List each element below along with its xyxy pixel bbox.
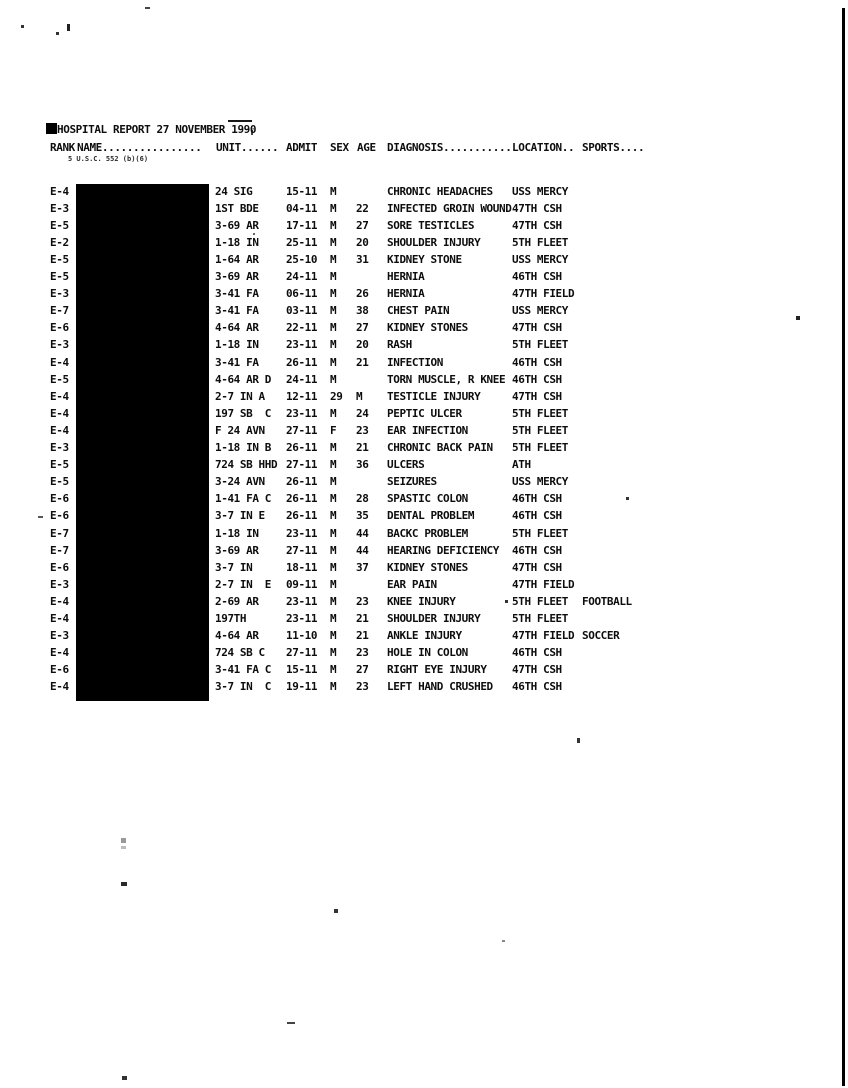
table-row xyxy=(0,456,848,473)
cell-sex: M xyxy=(330,612,337,625)
cell-age: 20 xyxy=(356,235,369,249)
scan-speck xyxy=(21,25,24,28)
cell-unit: 1ST BDE xyxy=(215,201,259,215)
cell-unit: 4-64 AR xyxy=(215,629,259,643)
cell-sex: M xyxy=(330,594,337,608)
cell-unit: 4-64 AR D xyxy=(215,372,272,386)
cell-location: 46TH CSH xyxy=(512,372,562,386)
cell-location: 46TH CSH xyxy=(512,270,562,283)
cell-location: 5TH FLEET xyxy=(512,441,569,454)
column-header-sports: SPORTS.... xyxy=(582,141,645,154)
cell-diagnosis: ANKLE INJURY xyxy=(387,629,462,643)
cell-diagnosis: HEARING DEFICIENCY xyxy=(387,543,500,557)
table-row xyxy=(0,371,848,388)
cell-rank: E-5 xyxy=(50,458,69,472)
table-row xyxy=(0,405,848,422)
cell-unit: 3-7 IN E xyxy=(215,509,265,523)
cell-unit: 3-41 FA C xyxy=(215,663,272,677)
cell-sex: M xyxy=(330,680,337,694)
cell-admit: 23-11 xyxy=(286,612,318,625)
cell-admit: 15-11 xyxy=(286,184,318,198)
table-row xyxy=(0,251,848,268)
cell-rank: E-4 xyxy=(50,612,69,625)
cell-admit: 26-11 xyxy=(286,355,318,369)
cell-admit: 26-11 xyxy=(286,492,318,506)
cell-sex: M xyxy=(330,252,337,266)
cell-admit: 23-11 xyxy=(286,526,318,540)
cell-rank: E-3 xyxy=(50,441,69,454)
cell-location: 47TH FIELD xyxy=(512,577,575,591)
cell-sex: M xyxy=(330,321,337,335)
scan-speck xyxy=(145,7,150,9)
table-row xyxy=(0,525,848,542)
table-row xyxy=(0,217,848,234)
cell-admit: 25-11 xyxy=(286,235,318,249)
cell-rank: E-2 xyxy=(50,235,69,249)
cell-location: 47TH CSH xyxy=(512,560,562,574)
cell-unit: 1-41 FA C xyxy=(215,492,272,506)
cell-rank: E-6 xyxy=(50,663,69,677)
table-row xyxy=(0,319,848,336)
cell-age: 24 xyxy=(356,406,369,420)
cell-rank: E-6 xyxy=(50,560,69,574)
cell-age: 21 xyxy=(356,612,369,625)
cell-unit: 1-18 IN xyxy=(215,526,259,540)
cell-admit: 26-11 xyxy=(286,475,318,489)
cell-age: 21 xyxy=(356,355,369,369)
cell-rank: E-3 xyxy=(50,577,69,591)
column-header-unit: UNIT...... xyxy=(216,141,279,154)
cell-rank: E-4 xyxy=(50,680,69,694)
cell-diagnosis: SHOULDER INJURY xyxy=(387,235,481,249)
cell-unit: 197 SB C xyxy=(215,406,272,420)
cell-admit: 03-11 xyxy=(286,304,318,318)
cell-admit: 06-11 xyxy=(286,287,318,301)
column-header-name: NAME................ xyxy=(77,141,202,154)
cell-rank: E-7 xyxy=(50,304,69,318)
cell-location: 46TH CSH xyxy=(512,543,562,557)
cell-sex: M xyxy=(330,287,337,301)
column-header-rank: RANK xyxy=(50,141,75,154)
scan-speck xyxy=(56,32,59,35)
column-header-sex: SEX xyxy=(330,141,349,154)
cell-rank: E-3 xyxy=(50,287,69,301)
cell-location: 46TH CSH xyxy=(512,492,562,506)
cell-age: 21 xyxy=(356,441,369,454)
cell-admit: 09-11 xyxy=(286,577,318,591)
cell-location: 5TH FLEET xyxy=(512,594,569,608)
cell-location: ATH xyxy=(512,458,531,472)
cell-diagnosis: TORN MUSCLE, R KNEE xyxy=(387,372,506,386)
cell-sex: M xyxy=(330,355,337,369)
cell-age: 23 xyxy=(356,423,369,437)
cell-age: 38 xyxy=(356,304,369,318)
cell-location: 46TH CSH xyxy=(512,509,562,523)
table-row xyxy=(0,678,848,695)
table-row xyxy=(0,610,848,627)
cell-age: 20 xyxy=(356,338,369,352)
cell-age: 44 xyxy=(356,543,369,557)
cell-location: 47TH CSH xyxy=(512,663,562,677)
cell-age: 26 xyxy=(356,287,369,301)
cell-rank: E-5 xyxy=(50,252,69,266)
cell-rank: E-7 xyxy=(50,526,69,540)
scan-speck xyxy=(121,838,126,843)
cell-sex: M xyxy=(330,526,337,540)
cell-diagnosis: KIDNEY STONES xyxy=(387,560,468,574)
cell-diagnosis: INFECTED GROIN WOUND xyxy=(387,201,512,215)
cell-age: 23 xyxy=(356,646,369,660)
cell-rank: E-6 xyxy=(50,321,69,335)
cell-unit: 3-41 FA xyxy=(215,355,259,369)
cell-sex: M xyxy=(330,201,337,215)
scan-speck xyxy=(334,909,338,913)
cell-age: 27 xyxy=(356,663,369,677)
cell-rank: E-4 xyxy=(50,646,69,660)
cell-unit: 2-7 IN A xyxy=(215,389,265,403)
table-row xyxy=(0,559,848,576)
cell-unit: 1-18 IN B xyxy=(215,441,272,454)
cell-admit: 27-11 xyxy=(286,543,318,557)
cell-diagnosis: DENTAL PROBLEM xyxy=(387,509,475,523)
cell-sex: M xyxy=(330,543,337,557)
cell-admit: 23-11 xyxy=(286,406,318,420)
cell-diagnosis: HERNIA xyxy=(387,287,425,301)
cell-rank: E-4 xyxy=(50,594,69,608)
cell-admit: 26-11 xyxy=(286,509,318,523)
cell-age: 31 xyxy=(356,252,369,266)
cell-diagnosis: EAR INFECTION xyxy=(387,423,468,437)
table-row xyxy=(0,234,848,251)
cell-rank: E-4 xyxy=(50,423,69,437)
table-row xyxy=(0,593,848,610)
cell-unit: 1-18 IN xyxy=(215,235,259,249)
cell-diagnosis: LEFT HAND CRUSHED xyxy=(387,680,493,694)
cell-sex: F xyxy=(330,423,337,437)
cell-admit: 27-11 xyxy=(286,646,318,660)
cell-unit: 24 SIG xyxy=(215,184,253,198)
cell-admit: 24-11 xyxy=(286,372,318,386)
table-row xyxy=(0,439,848,456)
cell-diagnosis: RASH xyxy=(387,338,412,352)
cell-sex: M xyxy=(330,492,337,506)
cell-admit: 11-10 xyxy=(286,629,318,643)
table-row xyxy=(0,627,848,644)
cell-age: 23 xyxy=(356,680,369,694)
cell-sex: M xyxy=(330,646,337,660)
cell-rank: E-5 xyxy=(50,270,69,283)
cell-rank: E-4 xyxy=(50,389,69,403)
cell-sex: M xyxy=(330,560,337,574)
cell-diagnosis: KIDNEY STONE xyxy=(387,252,462,266)
cell-location: 47TH CSH xyxy=(512,321,562,335)
scan-speck xyxy=(287,1022,295,1024)
table-row xyxy=(0,388,848,405)
cell-rank: E-3 xyxy=(50,338,69,352)
cell-diagnosis: SORE TESTICLES xyxy=(387,218,475,232)
cell-unit: 4-64 AR xyxy=(215,321,259,335)
cell-rank: E-4 xyxy=(50,184,69,198)
cell-location: 5TH FLEET xyxy=(512,406,569,420)
cell-rank: E-6 xyxy=(50,509,69,523)
cell-unit: 3-69 AR xyxy=(215,218,259,232)
table-row xyxy=(0,644,848,661)
cell-unit: 1-64 AR xyxy=(215,252,259,266)
cell-unit: 3-69 AR xyxy=(215,543,259,557)
cell-unit: 724 SB C xyxy=(215,646,265,660)
cell-age: 28 xyxy=(356,492,369,506)
cell-admit: 04-11 xyxy=(286,201,318,215)
cell-admit: 18-11 xyxy=(286,560,318,574)
cell-location: 5TH FLEET xyxy=(512,235,569,249)
cell-rank: E-6 xyxy=(50,492,69,506)
cell-unit: 3-69 AR xyxy=(215,270,259,283)
scan-speck xyxy=(121,846,126,849)
cell-age: M xyxy=(356,389,363,403)
cell-sex: M xyxy=(330,235,337,249)
table-row xyxy=(0,661,848,678)
cell-sex: M xyxy=(330,441,337,454)
cell-admit: 27-11 xyxy=(286,423,318,437)
cell-admit: 26-11 xyxy=(286,441,318,454)
cell-admit: 22-11 xyxy=(286,321,318,335)
cell-rank: E-4 xyxy=(50,355,69,369)
cell-age: 44 xyxy=(356,526,369,540)
cell-diagnosis: SHOULDER INJURY xyxy=(387,612,481,625)
cell-admit: 19-11 xyxy=(286,680,318,694)
cell-rank: E-7 xyxy=(50,543,69,557)
cell-sex: M xyxy=(330,270,337,283)
cell-sports: SOCCER xyxy=(582,629,620,643)
cell-location: 47TH FIELD xyxy=(512,629,575,643)
cell-admit: 12-11 xyxy=(286,389,318,403)
table-row xyxy=(0,490,848,507)
cell-unit: 3-7 IN xyxy=(215,560,253,574)
cell-admit: 15-11 xyxy=(286,663,318,677)
cell-unit: 724 SB HHD xyxy=(215,458,278,472)
table-row xyxy=(0,302,848,319)
cell-diagnosis: HERNIA xyxy=(387,270,425,283)
cell-unit: 1-18 IN xyxy=(215,338,259,352)
cell-sex: 29 xyxy=(330,389,343,403)
cell-sex: M xyxy=(330,475,337,489)
cell-location: 5TH FLEET xyxy=(512,338,569,352)
cell-sex: M xyxy=(330,372,337,386)
cell-rank: E-5 xyxy=(50,372,69,386)
cell-location: 47TH CSH xyxy=(512,201,562,215)
cell-age: 22 xyxy=(356,201,369,215)
scan-speck xyxy=(67,24,70,31)
cell-rank: E-5 xyxy=(50,475,69,489)
scan-speck xyxy=(122,1076,127,1080)
cell-diagnosis: PEPTIC ULCER xyxy=(387,406,462,420)
cell-diagnosis: TESTICLE INJURY xyxy=(387,389,481,403)
cell-diagnosis: BACKC PROBLEM xyxy=(387,526,468,540)
cell-location: 46TH CSH xyxy=(512,680,562,694)
cell-diagnosis: KNEE INJURY xyxy=(387,594,456,608)
cell-age: 27 xyxy=(356,321,369,335)
cell-diagnosis: EAR PAIN xyxy=(387,577,437,591)
table-row xyxy=(0,200,848,217)
cell-admit: 27-11 xyxy=(286,458,318,472)
cell-unit: 3-41 FA xyxy=(215,304,259,318)
cell-rank: E-4 xyxy=(50,406,69,420)
column-header-age: AGE xyxy=(357,141,376,154)
cell-age: 35 xyxy=(356,509,369,523)
cell-location: USS MERCY xyxy=(512,304,569,318)
column-header-diagnosis: DIAGNOSIS........... xyxy=(387,141,512,154)
cell-sex: M xyxy=(330,304,337,318)
cell-rank: E-5 xyxy=(50,218,69,232)
cell-rank: E-3 xyxy=(50,629,69,643)
scan-speck xyxy=(502,940,505,942)
scan-speck xyxy=(121,882,127,886)
cell-location: 46TH CSH xyxy=(512,646,562,660)
cell-sex: M xyxy=(330,338,337,352)
table-row xyxy=(0,354,848,371)
cell-age: 27 xyxy=(356,218,369,232)
cell-admit: 25-10 xyxy=(286,252,318,266)
cell-unit: 2-69 AR xyxy=(215,594,259,608)
cell-unit: 2-7 IN E xyxy=(215,577,272,591)
cell-location: 47TH CSH xyxy=(512,389,562,403)
cell-location: 47TH FIELD xyxy=(512,287,575,301)
cell-location: 5TH FLEET xyxy=(512,526,569,540)
column-header-location: LOCATION.. xyxy=(512,141,575,154)
cell-location: USS MERCY xyxy=(512,184,569,198)
cell-admit: 23-11 xyxy=(286,338,318,352)
cell-diagnosis: SEIZURES xyxy=(387,475,437,489)
cell-sex: M xyxy=(330,406,337,420)
cell-location: 5TH FLEET xyxy=(512,423,569,437)
table-row xyxy=(0,473,848,490)
cell-sex: M xyxy=(330,458,337,472)
scan-artifact-overline xyxy=(228,120,252,122)
table-row xyxy=(0,336,848,353)
cell-unit: 3-7 IN C xyxy=(215,680,272,694)
cell-sex: M xyxy=(330,184,337,198)
cell-unit: 197TH xyxy=(215,612,247,625)
cell-age: 36 xyxy=(356,458,369,472)
cell-location: USS MERCY xyxy=(512,475,569,489)
cell-diagnosis: HOLE IN COLON xyxy=(387,646,468,660)
cell-unit: 3-24 AVN xyxy=(215,475,265,489)
column-header-admit: ADMIT xyxy=(286,141,318,154)
cell-diagnosis: KIDNEY STONES xyxy=(387,321,468,335)
cell-admit: 24-11 xyxy=(286,270,318,283)
foia-exemption-note: 5 U.S.C. 552 (b)(6) xyxy=(68,155,149,163)
cell-unit: F 24 AVN xyxy=(215,423,265,437)
cell-location: 47TH CSH xyxy=(512,218,562,232)
table-row xyxy=(0,507,848,524)
cell-diagnosis: SPASTIC COLON xyxy=(387,492,468,506)
cell-diagnosis: CHRONIC BACK PAIN xyxy=(387,441,493,454)
cell-diagnosis: RIGHT EYE INJURY xyxy=(387,663,487,677)
cell-unit: 3-41 FA xyxy=(215,287,259,301)
cell-location: USS MERCY xyxy=(512,252,569,266)
cell-rank: E-3 xyxy=(50,201,69,215)
cell-sports: FOOTBALL xyxy=(582,594,632,608)
table-row xyxy=(0,268,848,285)
cell-admit: 17-11 xyxy=(286,218,318,232)
cell-location: 5TH FLEET xyxy=(512,612,569,625)
cell-sex: M xyxy=(330,577,337,591)
table-row xyxy=(0,422,848,439)
cell-sex: M xyxy=(330,663,337,677)
table-row xyxy=(0,542,848,559)
cell-age: 21 xyxy=(356,629,369,643)
cell-admit: 23-11 xyxy=(286,594,318,608)
table-row xyxy=(0,576,848,593)
cell-location: 46TH CSH xyxy=(512,355,562,369)
table-row xyxy=(0,183,848,200)
cell-sex: M xyxy=(330,509,337,523)
cell-sex: M xyxy=(330,218,337,232)
page-title: HOSPITAL REPORT 27 NOVEMBER 1990 xyxy=(57,123,257,136)
cell-age: 23 xyxy=(356,594,369,608)
cell-diagnosis: ULCERS xyxy=(387,458,425,472)
ink-blot xyxy=(46,123,57,134)
cell-sex: M xyxy=(330,629,337,643)
cell-diagnosis: CHRONIC HEADACHES xyxy=(387,184,493,198)
cell-diagnosis: INFECTION xyxy=(387,355,444,369)
scan-speck xyxy=(577,738,580,743)
cell-diagnosis: CHEST PAIN xyxy=(387,304,450,318)
table-row xyxy=(0,285,848,302)
cell-age: 37 xyxy=(356,560,369,574)
